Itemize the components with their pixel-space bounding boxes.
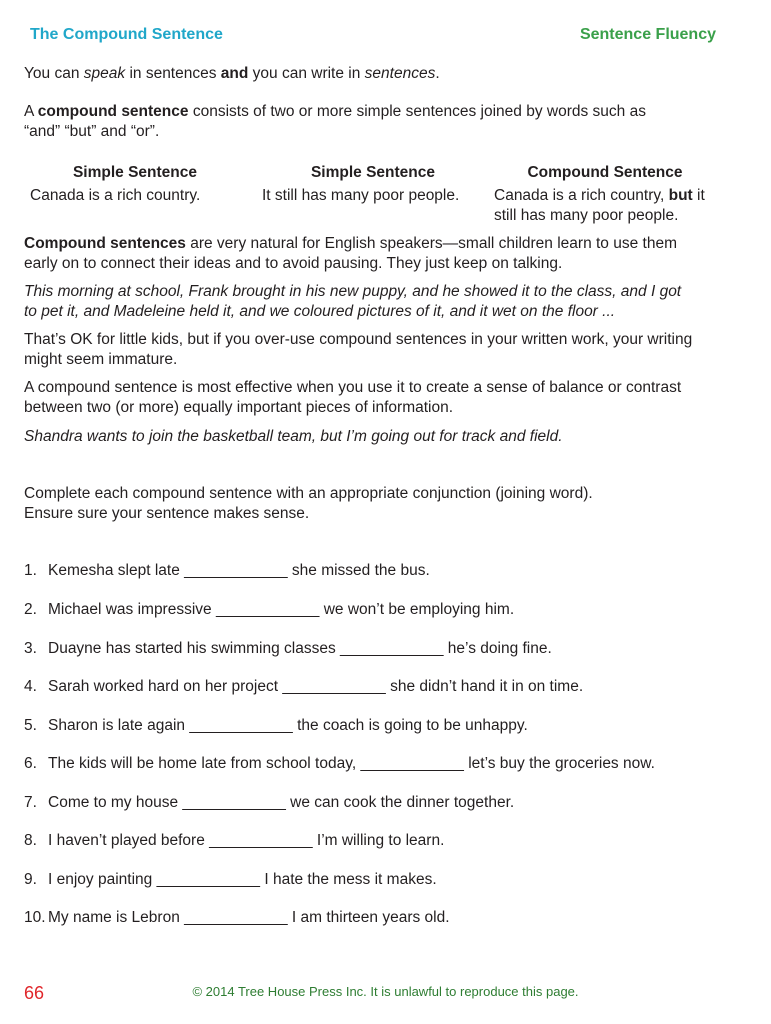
answer-blank[interactable]: ____________ [156,871,261,888]
table-column-simple-2 [262,163,484,206]
question-number: 8. [24,832,37,849]
table-column-simple-1 [30,163,240,206]
question-text-before: Sarah worked hard on her project [48,678,283,695]
question-number: 6. [24,755,37,772]
question-text-after: he’s doing fine. [443,640,552,657]
page-title: The Compound Sentence [30,26,223,43]
question-text-before: Come to my house [48,794,183,811]
question-item [24,908,450,928]
question-text-after: we can cook the dinner together. [285,794,515,811]
question-text-before: Duayne has started his swimming classes [48,640,341,657]
question-item [24,600,514,620]
answer-blank[interactable]: ____________ [215,601,320,618]
answer-blank[interactable]: ____________ [189,717,293,734]
table-column-compound [494,163,734,226]
question-item [24,870,437,890]
question-number: 3. [24,640,37,657]
question-number: 1. [24,562,37,579]
intro-line-1: You can speak in sentences and you can write in sentences. [24,65,440,82]
answer-blank[interactable]: ____________ [184,909,288,926]
question-number: 10. [24,909,46,926]
question-text-after: she didn’t hand it in on time. [385,678,584,695]
column-heading: Compound Sentence [527,164,683,181]
question-text-before: I haven’t played before [48,832,210,849]
question-text-before: Michael was impressive [48,601,216,618]
question-item [24,793,514,813]
column-text: Canada is a rich country, but it still has many poor people. [494,187,705,224]
question-text-before: The kids will be home late from school today, [48,755,361,772]
paragraph-effective: A compound sentence is most effective when you use it to create a sense of balance or contrast between two (or more) equally important pieces of information. [24,379,682,416]
question-item [24,831,444,851]
question-text-before: I enjoy painting [48,871,157,888]
question-number: 9. [24,871,37,888]
intro-definition: A compound sentence consists of two or more simple sentences joined by words such as “and” “but” and “or”. [24,103,646,140]
question-number: 7. [24,794,37,811]
question-text-after: the coach is going to be unhappy. [292,717,528,734]
answer-blank[interactable]: ____________ [184,562,288,579]
question-text-before: Kemesha slept late [48,562,185,579]
question-text-after: let’s buy the groceries now. [463,755,655,772]
question-item [24,561,430,581]
example-run-on: This morning at school, Frank brought in his new puppy, and he showed it to the class, and I got to pet it, and Madeleine held it, and we coloured pictures of it, and it wet on the floor ... [24,283,682,320]
answer-blank[interactable]: ____________ [209,832,313,849]
question-text-after: I am thirteen years old. [287,909,450,926]
answer-blank[interactable]: ____________ [340,640,444,657]
question-text-after: I hate the mess it makes. [260,871,437,888]
answer-blank[interactable]: ____________ [282,678,386,695]
question-item [24,639,552,659]
column-text: Canada is a rich country. [30,187,201,204]
column-text: It still has many poor people. [262,187,460,204]
question-number: 2. [24,601,37,618]
example-balanced: Shandra wants to join the basketball team, but I’m going out for track and field. [24,428,563,445]
question-number: 5. [24,717,37,734]
answer-blank[interactable]: ____________ [360,755,464,772]
question-text-before: Sharon is late again [48,717,190,734]
copyright-footer: © 2014 Tree House Press Inc. It is unlawful to reproduce this page. [192,984,579,999]
question-text-after: she missed the bus. [287,562,430,579]
question-item [24,716,528,736]
column-heading: Simple Sentence [310,164,436,181]
question-number: 4. [24,678,37,695]
paragraph-natural: Compound sentences are very natural for English speakers—small children learn to use them early on to connect their ideas and to avoid pausing. They just keep on talking. [24,235,677,272]
answer-blank[interactable]: ____________ [182,794,286,811]
paragraph-overuse: That’s OK for little kids, but if you over-use compound sentences in your written work, your writing might seem immature. [24,331,693,368]
question-text-before: My name is Lebron [48,909,185,926]
section-title: Sentence Fluency [579,26,716,43]
column-heading: Simple Sentence [72,164,198,181]
page-number: 66 [24,983,45,1003]
instructions: Complete each compound sentence with an appropriate conjunction (joining word). Ensure sure your sentence makes sense. [24,485,593,522]
question-text-after: we won’t be employing him. [319,601,515,618]
question-item [24,754,655,774]
question-text-after: I’m willing to learn. [312,832,445,849]
question-item [24,677,583,697]
